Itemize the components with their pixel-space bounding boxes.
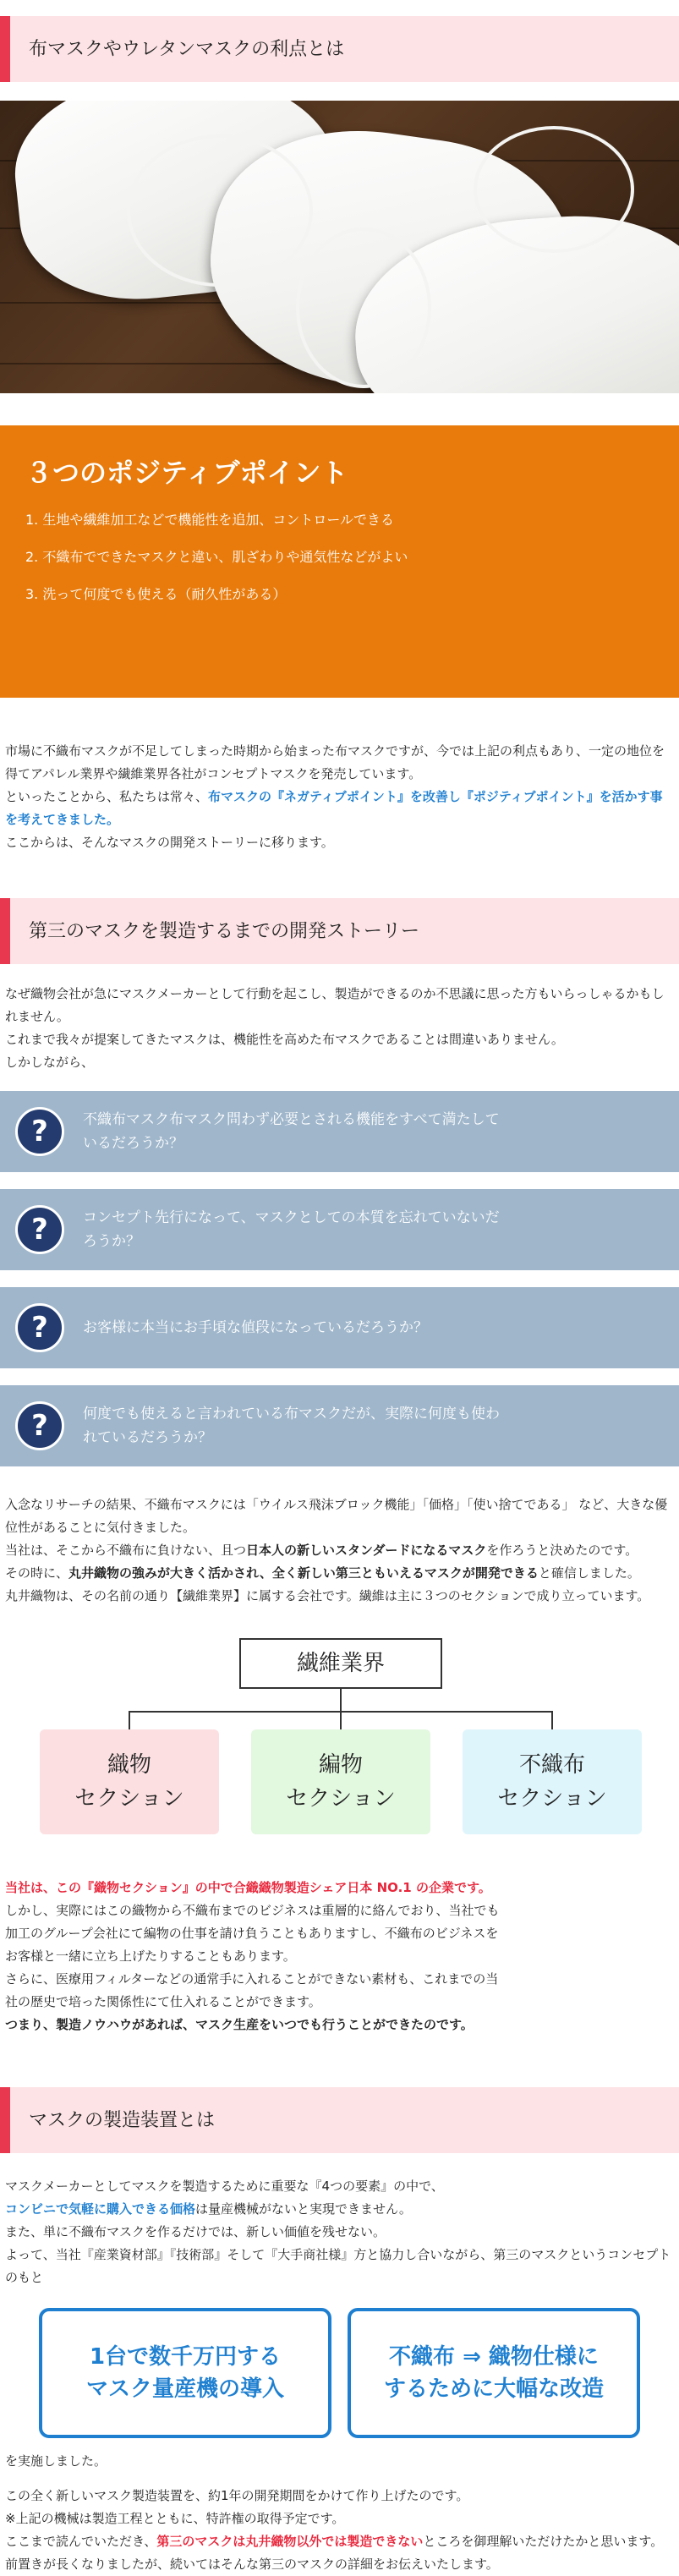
share-text: 社の歴史で培った関係性にて仕入れることができます。 [5,1994,321,2009]
positive-points-box [0,425,679,698]
conclusion-text: この全く新しいマスク製造装置を、約1年の開発期間をかけて作り上げたのです。 [5,2488,469,2503]
feature-box-line: 不織布 ⇒ 織物仕様に [389,2344,599,2370]
research-paragraph [0,1494,679,1608]
positive-point-item: 3. 洗って何度でも使える（耐久性がある） [25,586,287,602]
machine-text: また、単に不織布マスクを作るだけでは、新しい価値を残せない。 [5,2224,386,2239]
research-text-plain: と確信しました。 [538,1565,640,1581]
section-heading-text: 第三のマスクを製造するまでの開発ストーリー [29,920,420,942]
research-text-plain: その時に、 [5,1565,69,1581]
question-icon: ? [15,1205,64,1254]
modification-box [348,2308,640,2438]
positive-point-item: 2. 不織布でできたマスクと違い、肌ざわりや通気性などがよい [25,549,408,565]
feature-box-line: 1台で数千万円する [89,2344,282,2370]
conclusion-text-plain: ここまで読んでいただき、 [5,2534,157,2549]
question-box [0,1287,679,1368]
share-text-bold: つまり、製造ノウハウがあれば、マスク生産をいつでも行うことができたのです。 [5,2017,474,2032]
share-text: 加工のグループ会社にて編物の仕事を請け負うこともありますし、不織布のビジネスを [5,1926,499,1941]
intro-text-plain: といったことから、私たちは常々、 [5,789,209,804]
research-text [5,1539,674,1562]
machine-feature-boxes [0,2308,679,2438]
share-paragraph [0,1877,679,2036]
question-text [83,1206,500,1253]
share-text: しかし、実際にはこの織物から不織布までのビジネスは重層的に絡んでおり、当社でも [5,1903,500,1918]
feature-box-line: マスク量産機の導入 [85,2376,284,2402]
question-box [0,1091,679,1172]
question-box [0,1189,679,1270]
section-heading-benefits [0,16,679,82]
knit-section-box [251,1729,430,1834]
share-text-highlight-red: 当社は、この『織物セクション』の中で合織織物製造シェア日本 NO.1 の企業です。 [5,1880,491,1895]
machine-text: マスクメーカーとしてマスクを製造するために重要な『4つの要素』の中で、 [5,2179,444,2194]
intro-text [5,786,674,831]
question-line: お客様に本当にお手頃な値段になっているだろうか？ [83,1319,428,1336]
diagram-connector [340,1689,342,1711]
question-line: コンセプト先行になって、マスクとしての本質を忘れていないだ [83,1209,500,1226]
research-text: 入念なリサーチの結果、不織布マスクには「ウイルス飛沫ブロック機能」「価格」「使い捨てである」 など、大きな優位性があることに気付きました。 [5,1497,668,1535]
conclusion-text [5,2530,674,2553]
story-text: しかしながら、 [5,1055,95,1070]
machine-text-plain: は量産機械がないと実現できません。 [195,2201,412,2217]
woven-section-box [40,1729,219,1834]
section-heading-machine [0,2087,679,2153]
question-line: 不織布マスク布マスク問わず必要とされる機能をすべて満たして [83,1111,500,1128]
section-box-line: セクション [286,1786,396,1811]
story-text: これまで我々が提案してきたマスクは、機能性を高めた布マスクであることは間違いありません。 [5,1032,564,1047]
positive-points-title: ３つのポジティブポイント [25,457,348,489]
question-line: れているだろうか？ [83,1429,212,1446]
conclusion-text: 前置きが長くなりましたが、続いてはそんな第三のマスクの詳細をお伝えいたします。 [5,2557,499,2572]
section-box-line: 織物 [107,1752,151,1778]
diagram-connector [129,1711,130,1729]
research-text-bold: 丸井織物の強みが大きく活かされ、全く新しい第三ともいえるマスクが開発できる [68,1565,539,1581]
positive-point-item: 1. 生地や繊維加工などで機能性を追加、コントロールできる [25,512,395,528]
question-text [83,1108,500,1155]
diagram-connector [340,1711,342,1729]
section-box-line: セクション [74,1786,184,1811]
question-text [83,1402,500,1450]
mass-production-machine-box [39,2308,331,2438]
question-text [83,1316,428,1340]
section-heading-story [0,898,679,964]
feature-box-line: するために大幅な改造 [383,2376,604,2402]
diagram-connector [551,1711,553,1729]
machine-text: よって、当社『産業資材部』『技術部』そして『大手商社様』方と協力し合いながら、第三のマスクというコンセプトのもと [5,2247,671,2285]
conclusion-text-highlight-red: 第三のマスクは丸井織物以外では製造できない [156,2534,424,2549]
intro-text: 市場に不織布マスクが不足してしまった時期から始まった布マスクですが、今では上記の利点もあり、一定の地位を得てアパレル業界や繊維業界各社がコンセプトマスクを発売しています。 [5,743,665,781]
industry-section-diagram [0,1638,679,1858]
story-text: なぜ織物会社が急にマスクメーカーとして行動を起こし、製造ができるのか不思議に思った方もいらっしゃるかもしれません。 [5,986,665,1024]
research-text-plain: 当社は、そこから不織布に負けない、且つ [5,1543,247,1558]
hero-image-fabric-masks [0,101,679,393]
intro-text-highlight-blue: 布マスクの『ネガティブポイント』を改善し『ポジティブポイント』を活かす事を考えてきました。 [5,789,663,827]
story-paragraph [0,983,679,1074]
question-icon: ? [15,1107,64,1156]
question-line: いるだろうか？ [83,1135,183,1152]
intro-paragraph [0,740,679,854]
conclusion-paragraph [0,2450,679,2576]
research-text-bold: 日本人の新しいスタンダードになるマスク [246,1543,487,1558]
research-text [5,1562,674,1585]
section-heading-text: マスクの製造装置とは [29,2109,216,2131]
question-line: ろうか？ [83,1233,140,1250]
machine-text-highlight-blue: コンビニで気軽に購入できる価格 [5,2201,196,2217]
intro-text: ここからは、そんなマスクの開発ストーリーに移ります。 [5,835,334,850]
machine-text [5,2198,674,2221]
conclusion-text: ※上記の機械は製造工程とともに、特許権の取得予定です。 [5,2511,345,2526]
share-text: お客様と一緒に立ち上げたりすることもあります。 [5,1948,296,1964]
section-box-line: 編物 [318,1752,363,1778]
section-heading-text: 布マスクやウレタンマスクの利点とは [29,38,345,60]
nonwoven-section-box [463,1729,642,1834]
section-box-line: セクション [497,1786,607,1811]
question-icon: ? [15,1401,64,1450]
conclusion-text: を実施しました。 [5,2453,107,2469]
research-text-plain: を作ろうと決めたのです。 [486,1543,638,1558]
question-icon: ? [15,1303,64,1352]
question-box [0,1385,679,1466]
industry-box: 繊維業界 [239,1638,442,1689]
machine-paragraph [0,2175,679,2289]
conclusion-text-plain: ところを御理解いただけたかと思います。 [423,2534,664,2549]
section-box-line: 不織布 [518,1752,585,1778]
question-line: 何度でも使えると言われている布マスクだが、実際に何度も使わ [83,1406,500,1422]
share-text: さらに、医療用フィルターなどの通常手に入れることができない素材も、これまでの当 [5,1971,499,1987]
research-text: 丸井織物は、その名前の通り【繊維業界】に属する会社です。繊維は主に３つのセクションで成り立っています。 [5,1588,650,1603]
